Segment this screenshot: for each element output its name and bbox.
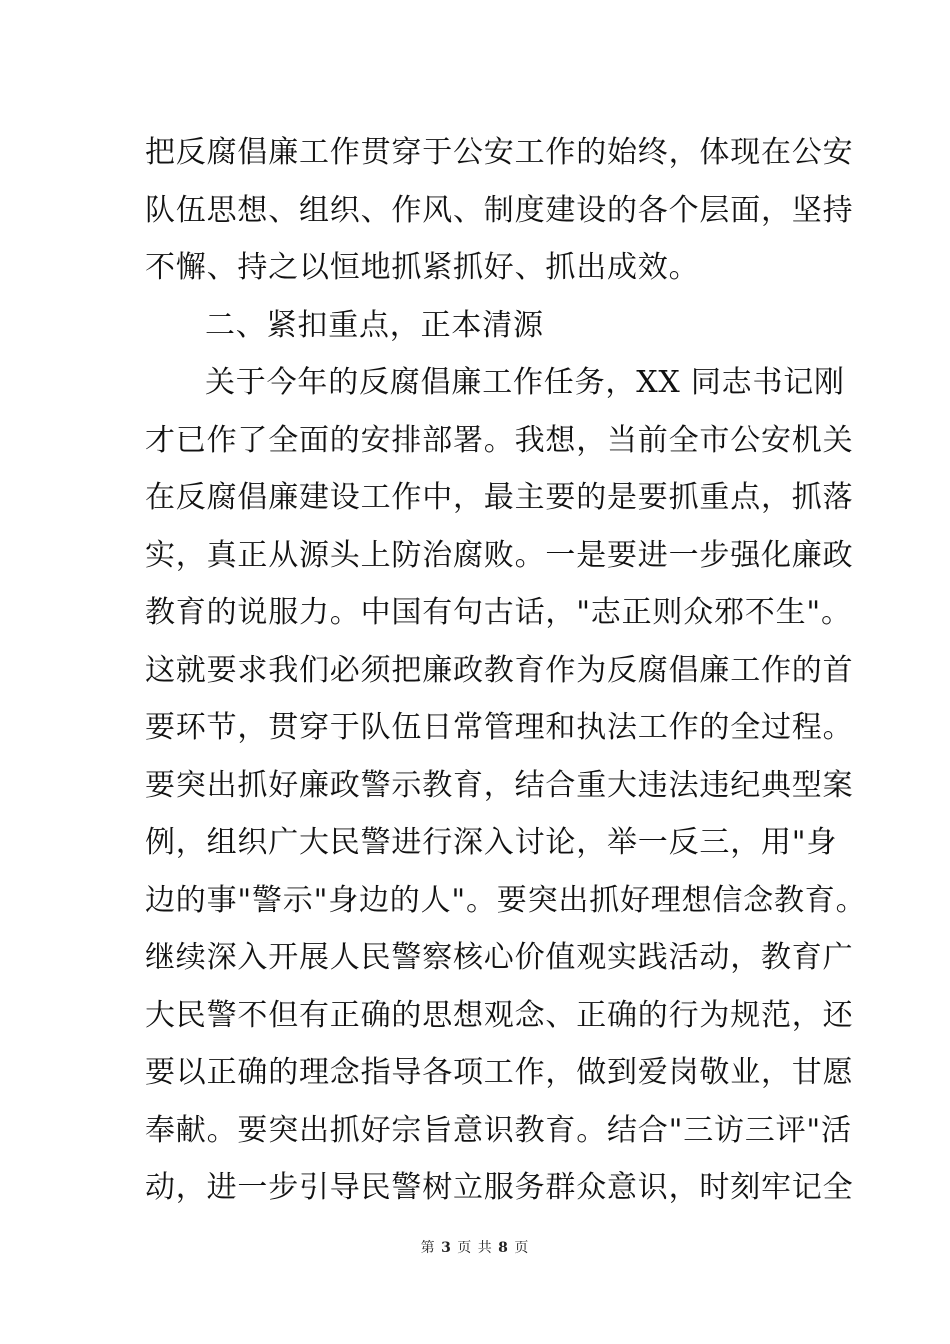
- footer-suffix: 页: [514, 1240, 530, 1256]
- text-line: 不懈、持之以恒地抓紧抓好、抓出成效。: [145, 250, 700, 285]
- text-line: 继续深入开展人民警察核心价值观实践活动，教育广: [145, 940, 854, 975]
- current-page-number: 3: [441, 1240, 452, 1256]
- footer-middle: 页 共: [457, 1240, 493, 1256]
- page-footer: [0, 1238, 950, 1258]
- paragraph-start-line: 关于今年的反腐倡廉工作任务，XX 同志书记刚: [205, 365, 845, 400]
- text-line: 这就要求我们必须把廉政教育作为反腐倡廉工作的首: [145, 652, 854, 688]
- text-line: 例，组织广大民警进行深入讨论，举一反三，用"身: [145, 825, 838, 860]
- text-line: 动，进一步引导民警树立服务群众意识，时刻牢记全: [145, 1170, 854, 1205]
- text-line: 要以正确的理念指导各项工作，做到爱岗敬业，甘愿: [145, 1055, 854, 1090]
- text-line: 把反腐倡廉工作贯穿于公安工作的始终，体现在公安: [145, 135, 854, 170]
- footer-prefix: 第: [420, 1240, 436, 1256]
- section-heading: 二、紧扣重点，正本清源: [205, 307, 544, 343]
- text-line: 奉献。要突出抓好宗旨意识教育。结合"三访三评"活: [145, 1112, 852, 1148]
- text-line: 边的事"警示"身边的人"。要突出抓好理想信念教育。: [145, 882, 867, 918]
- text-line: 大民警不但有正确的思想观念、正确的行为规范，还: [145, 997, 854, 1033]
- text-line: 在反腐倡廉建设工作中，最主要的是要抓重点，抓落: [145, 480, 854, 515]
- body-text: [145, 124, 867, 1217]
- text-line: 实，真正从源头上防治腐败。一是要进一步强化廉政: [145, 537, 854, 573]
- text-line: 要环节，贯穿于队伍日常管理和执法工作的全过程。: [145, 710, 854, 745]
- total-pages-number: 8: [498, 1240, 509, 1256]
- text-line: 才已作了全面的安排部署。我想，当前全市公安机关: [145, 422, 854, 458]
- text-line: 教育的说服力。中国有句古话，"志正则众邪不生"。: [145, 595, 852, 630]
- text-line: 要突出抓好廉政警示教育，结合重大违法违纪典型案: [145, 767, 854, 803]
- text-line: 队伍思想、组织、作风、制度建设的各个层面，坚持: [145, 192, 854, 228]
